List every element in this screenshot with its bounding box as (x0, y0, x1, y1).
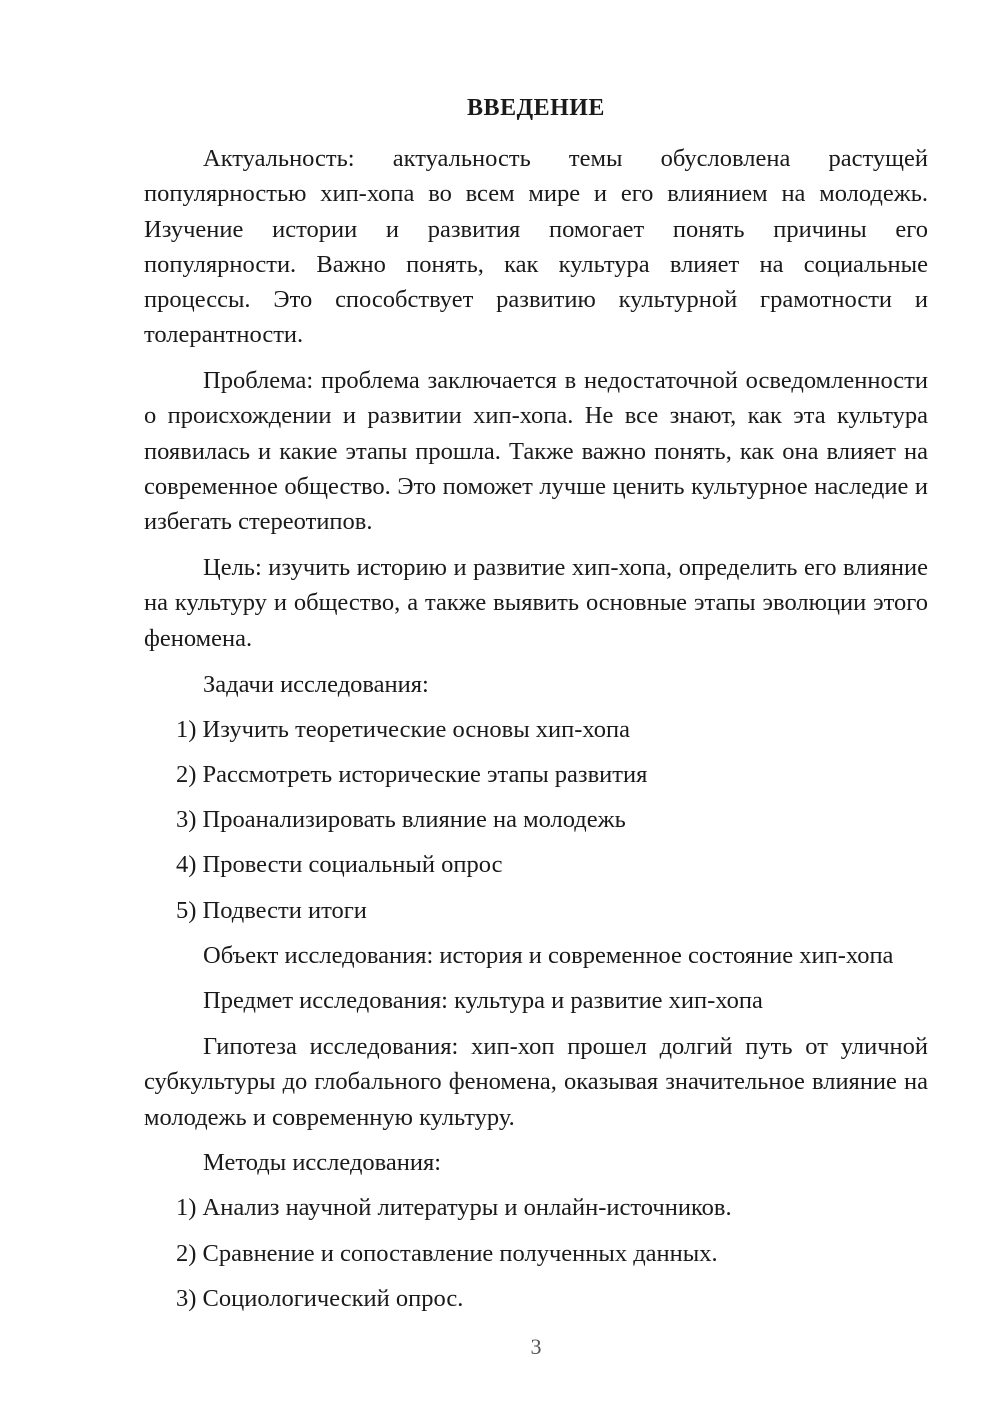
list-item: 1) Анализ научной литературы и онлайн-источников. (176, 1194, 732, 1221)
goal-paragraph: Цель: изучить историю и развитие хип-хопа, определить его влияние на культуру и общество, а также выявить основные этапы эволюции этого феномена. (144, 554, 928, 652)
list-item: 2) Рассмотреть исторические этапы развития (176, 761, 648, 788)
hypothesis-paragraph: Гипотеза исследования: хип-хоп прошел долгий путь от уличной субкультуры до глобального феномена, оказывая значительное влияние на молодежь и современную культуру. (144, 1033, 928, 1131)
subject-line: Предмет исследования: культура и развитие хип-хопа (203, 987, 763, 1014)
methods-heading: Методы исследования: (203, 1149, 442, 1176)
tasks-heading: Задачи исследования: (203, 671, 429, 698)
relevance-paragraph: Актуальность: актуальность темы обусловлена растущей популярностью хип-хопа во всем мире и его влиянием на молодежь. Изучение истории и развития помогает понять причины его популярности. Важно понять, как культура влияет на социальные процессы. Это способствует развитию культурной грамотности и толерантности. (144, 145, 928, 349)
object-line: Объект исследования: история и современное состояние хип-хопа (203, 942, 894, 969)
list-item: 5) Подвести итоги (176, 897, 367, 924)
problem-paragraph: Проблема: проблема заключается в недостаточной осведомленности о происхождении и развитии хип-хопа. Не все знают, как эта культура появилась и какие этапы прошла. Также важно понять, как она влияет на современное общество. Это поможет лучше ценить культурное наследие и избегать стереотипов. (144, 367, 928, 536)
list-item: 1) Изучить теоретические основы хип-хопа (176, 716, 630, 743)
page-title: ВВЕДЕНИЕ (467, 95, 605, 121)
page-number: 3 (530, 1334, 542, 1359)
list-item: 2) Сравнение и сопоставление полученных данных. (176, 1240, 718, 1267)
list-item: 4) Провести социальный опрос (176, 851, 503, 878)
list-item: 3) Проанализировать влияние на молодежь (176, 806, 626, 833)
list-item: 3) Социологический опрос. (176, 1285, 464, 1312)
